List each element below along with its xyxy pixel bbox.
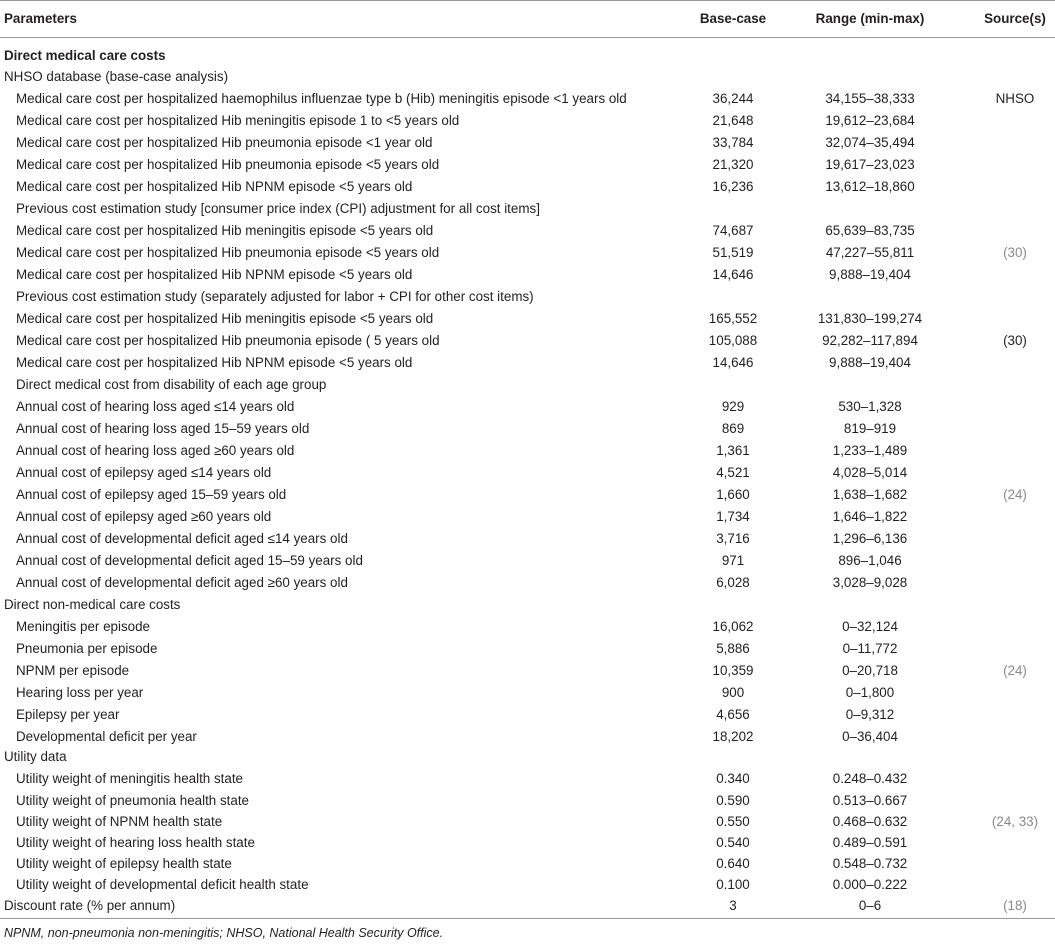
parameter-cell: Annual cost of developmental deficit aged ≤14 years old <box>16 531 348 546</box>
table-row <box>0 264 1055 286</box>
table-row <box>0 682 1055 704</box>
parameter-cell: Annual cost of hearing loss aged ≥60 years old <box>16 443 295 458</box>
source-cell: (24) <box>1003 487 1027 502</box>
range-cell: 1,296–6,136 <box>832 531 908 546</box>
range-cell: 34,155–38,333 <box>825 91 915 106</box>
parameter-cell: Discount rate (% per annum) <box>4 898 176 913</box>
range-cell: 0–32,124 <box>842 619 898 634</box>
parameter-cell: Medical care cost per hospitalized Hib pneumonia episode <5 years old <box>16 157 440 172</box>
table-row <box>0 660 1055 682</box>
range-cell: 13,612–18,860 <box>825 179 915 194</box>
base-case-cell: 16,236 <box>712 179 754 194</box>
parameter-cell: Annual cost of developmental deficit aged ≥60 years old <box>16 575 348 590</box>
range-cell: 3,028–9,028 <box>832 575 908 590</box>
range-cell: 9,888–19,404 <box>829 267 911 282</box>
base-case-cell: 165,552 <box>708 311 758 326</box>
table-top-rule <box>0 0 1055 1</box>
parameter-cell: Annual cost of hearing loss aged ≤14 years old <box>16 399 295 414</box>
range-cell: 0.248–0.432 <box>832 771 908 786</box>
range-cell: 32,074–35,494 <box>825 135 915 150</box>
table-row <box>0 418 1055 440</box>
base-case-cell: 1,734 <box>716 509 750 524</box>
parameter-cell: NPNM per episode <box>16 663 130 678</box>
parameter-cell: Annual cost of hearing loss aged 15–59 years old <box>16 421 310 436</box>
table-row <box>0 242 1055 264</box>
subheading-row <box>0 594 1055 616</box>
table-row <box>0 484 1055 506</box>
range-cell: 19,617–23,023 <box>825 157 915 172</box>
parameter-cell: Meningitis per episode <box>16 619 150 634</box>
range-cell: 0–36,404 <box>842 729 898 744</box>
parameter-cell: Medical care cost per hospitalized Hib meningitis episode 1 to <5 years old <box>16 113 460 128</box>
table-row <box>0 726 1055 748</box>
base-case-cell: 4,656 <box>716 707 750 722</box>
base-case-cell: 21,320 <box>712 157 754 172</box>
header-range: Range (min-max) <box>815 11 925 26</box>
header-parameters: Parameters <box>4 11 77 26</box>
table-row <box>0 790 1055 812</box>
table-row <box>0 88 1055 110</box>
range-cell: 4,028–5,014 <box>832 465 908 480</box>
parameter-cell: Hearing loss per year <box>16 685 144 700</box>
subheading-row <box>0 198 1055 220</box>
base-case-cell: 971 <box>721 553 745 568</box>
table-row <box>0 853 1055 875</box>
parameter-cell: Utility weight of developmental deficit health state <box>16 877 309 892</box>
base-case-cell: 900 <box>721 685 745 700</box>
base-case-cell: 1,361 <box>716 443 750 458</box>
range-cell: 819–919 <box>843 421 897 436</box>
base-case-cell: 3 <box>729 898 737 913</box>
table-row <box>0 704 1055 726</box>
table-row <box>0 154 1055 176</box>
range-cell: 0.513–0.667 <box>832 793 908 808</box>
parameter-cell: Medical care cost per hospitalized Hib meningitis episode <5 years old <box>16 311 434 326</box>
range-cell: 0.000–0.222 <box>832 877 908 892</box>
parameter-cell: Medical care cost per hospitalized haemophilus influenzae type b (Hib) meningitis episode <1 years old <box>16 91 627 106</box>
source-cell: (30) <box>1003 245 1027 260</box>
parameter-cell: Medical care cost per hospitalized Hib pneumonia episode <5 years old <box>16 245 440 260</box>
parameter-cell: Utility weight of pneumonia health state <box>16 793 249 808</box>
table-row <box>0 440 1055 462</box>
base-case-cell: 14,646 <box>712 355 754 370</box>
base-case-cell: 105,088 <box>708 333 758 348</box>
source-cell: NHSO <box>995 91 1035 106</box>
table-row <box>0 110 1055 132</box>
parameter-cell: Pneumonia per episode <box>16 641 158 656</box>
range-cell: 1,233–1,489 <box>832 443 908 458</box>
base-case-cell: 5,886 <box>716 641 750 656</box>
section-heading-row <box>0 45 1055 67</box>
parameter-cell: Utility weight of hearing loss health state <box>16 835 255 850</box>
table-row <box>0 550 1055 572</box>
parameter-cell: Medical care cost per hospitalized Hib NPNM episode <5 years old <box>16 267 413 282</box>
subheading-row <box>0 746 1055 768</box>
parameter-cell: Annual cost of epilepsy aged ≥60 years old <box>16 509 272 524</box>
range-cell: 0.548–0.732 <box>832 856 908 871</box>
subheading: Previous cost estimation study (separately adjusted for labor + CPI for other cost items) <box>16 289 534 304</box>
table-row <box>0 176 1055 198</box>
base-case-cell: 10,359 <box>712 663 754 678</box>
base-case-cell: 929 <box>721 399 745 414</box>
subheading-row <box>0 66 1055 88</box>
base-case-cell: 4,521 <box>716 465 750 480</box>
range-cell: 0–20,718 <box>842 663 898 678</box>
table-row <box>0 528 1055 550</box>
table-row <box>0 832 1055 854</box>
range-cell: 19,612–23,684 <box>825 113 915 128</box>
range-cell: 530–1,328 <box>838 399 902 414</box>
range-cell: 0–11,772 <box>842 641 898 656</box>
table-row <box>0 616 1055 638</box>
range-cell: 0.489–0.591 <box>832 835 908 850</box>
base-case-cell: 0.640 <box>716 856 750 871</box>
parameter-cell: Medical care cost per hospitalized Hib NPNM episode <5 years old <box>16 355 413 370</box>
subheading: Utility data <box>4 749 67 764</box>
parameter-cell: Utility weight of NPNM health state <box>16 814 223 829</box>
base-case-cell: 51,519 <box>712 245 754 260</box>
subheading-row <box>0 286 1055 308</box>
base-case-cell: 3,716 <box>716 531 750 546</box>
range-cell: 92,282–117,894 <box>822 333 918 348</box>
range-cell: 47,227–55,811 <box>825 245 915 260</box>
base-case-cell: 33,784 <box>712 135 754 150</box>
table-row <box>0 220 1055 242</box>
parameter-cell: Epilepsy per year <box>16 707 120 722</box>
table-row <box>0 308 1055 330</box>
parameter-cell: Annual cost of developmental deficit aged 15–59 years old <box>16 553 363 568</box>
header-rule <box>0 37 1055 38</box>
parameter-cell: Medical care cost per hospitalized Hib pneumonia episode <1 year old <box>16 135 433 150</box>
range-cell: 65,639–83,735 <box>825 223 915 238</box>
table-row <box>0 506 1055 528</box>
parameter-cell: Annual cost of epilepsy aged ≤14 years old <box>16 465 272 480</box>
header-sources: Source(s) <box>984 11 1046 26</box>
table-row <box>0 874 1055 896</box>
base-case-cell: 869 <box>721 421 745 436</box>
table-footnote: NPNM, non-pneumonia non-meningitis; NHSO, National Health Security Office. <box>4 926 444 940</box>
base-case-cell: 0.540 <box>716 835 750 850</box>
base-case-cell: 18,202 <box>712 729 754 744</box>
range-cell: 1,638–1,682 <box>832 487 908 502</box>
table-row <box>0 572 1055 594</box>
base-case-cell: 14,646 <box>712 267 754 282</box>
table-row <box>0 330 1055 352</box>
range-cell: 0–9,312 <box>845 707 895 722</box>
base-case-cell: 6,028 <box>716 575 750 590</box>
base-case-cell: 0.550 <box>716 814 750 829</box>
table-row <box>0 638 1055 660</box>
table-row <box>0 132 1055 154</box>
base-case-cell: 16,062 <box>712 619 754 634</box>
subheading-row <box>0 374 1055 396</box>
table-row <box>0 396 1055 418</box>
base-case-cell: 0.340 <box>716 771 750 786</box>
subheading: Previous cost estimation study [consumer price index (CPI) adjustment for all cost items] <box>16 201 540 216</box>
source-cell: (24) <box>1003 663 1027 678</box>
base-case-cell: 1,660 <box>716 487 750 502</box>
table-header-row <box>0 8 1055 30</box>
parameter-cell: Medical care cost per hospitalized Hib NPNM episode <5 years old <box>16 179 413 194</box>
base-case-cell: 36,244 <box>712 91 754 106</box>
table-row <box>0 768 1055 790</box>
table-row <box>0 895 1055 917</box>
section-heading: Direct medical care costs <box>4 48 166 63</box>
parameter-cell: Developmental deficit per year <box>16 729 197 744</box>
source-cell: (30) <box>1003 333 1027 348</box>
source-cell: (18) <box>1003 898 1027 913</box>
base-case-cell: 21,648 <box>712 113 754 128</box>
source-cell: (24, 33) <box>991 814 1039 829</box>
subheading: Direct non-medical care costs <box>4 597 181 612</box>
subheading: Direct medical cost from disability of each age group <box>16 377 327 392</box>
parameter-cell: Medical care cost per hospitalized Hib pneumonia episode ( 5 years old <box>16 333 440 348</box>
table-row <box>0 462 1055 484</box>
table-row <box>0 811 1055 833</box>
header-base-case: Base-case <box>699 11 767 26</box>
range-cell: 0–6 <box>858 898 882 913</box>
parameter-cell: Medical care cost per hospitalized Hib meningitis episode <5 years old <box>16 223 434 238</box>
range-cell: 0–1,800 <box>845 685 895 700</box>
parameter-cell: Utility weight of meningitis health state <box>16 771 244 786</box>
range-cell: 1,646–1,822 <box>832 509 908 524</box>
subheading: NHSO database (base-case analysis) <box>4 69 229 84</box>
base-case-cell: 0.590 <box>716 793 750 808</box>
range-cell: 896–1,046 <box>838 553 902 568</box>
range-cell: 131,830–199,274 <box>817 311 923 326</box>
range-cell: 9,888–19,404 <box>829 355 911 370</box>
parameter-cell: Annual cost of epilepsy aged 15–59 years old <box>16 487 287 502</box>
table-bottom-rule <box>0 918 1055 919</box>
parameter-cell: Utility weight of epilepsy health state <box>16 856 232 871</box>
base-case-cell: 74,687 <box>712 223 754 238</box>
base-case-cell: 0.100 <box>716 877 750 892</box>
range-cell: 0.468–0.632 <box>832 814 908 829</box>
table-row <box>0 352 1055 374</box>
